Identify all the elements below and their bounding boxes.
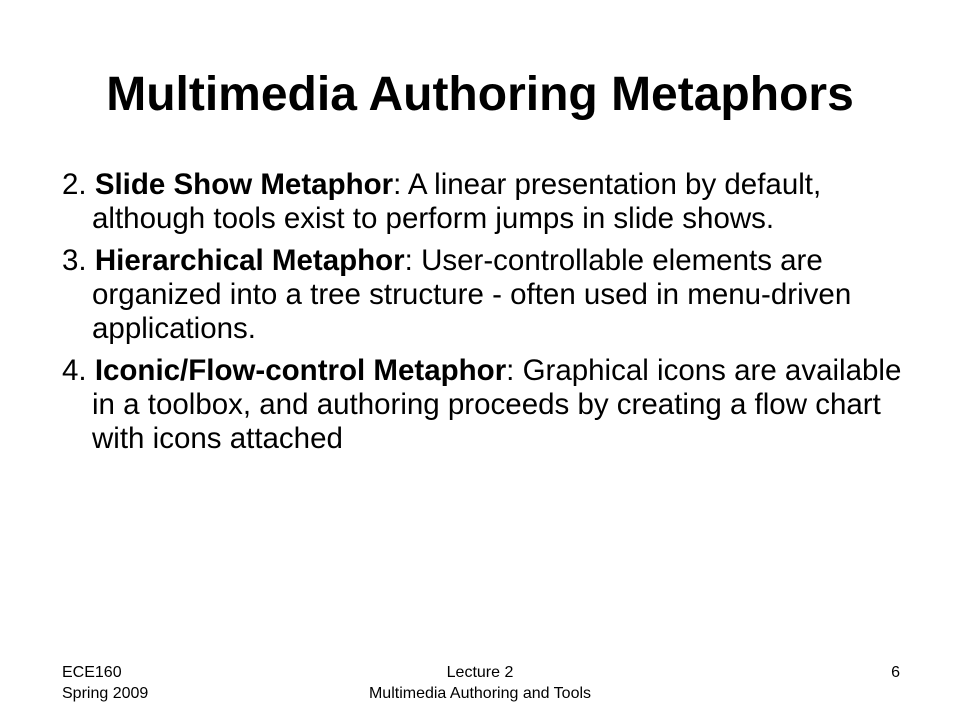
footer-lecture-title: Multimedia Authoring and Tools <box>368 685 592 702</box>
list-item <box>62 354 912 456</box>
item-number: 3. <box>62 244 87 277</box>
footer-term: Spring 2009 <box>62 685 149 702</box>
list-item <box>62 168 912 236</box>
slide-body <box>62 168 912 464</box>
item-number: 2. <box>62 168 87 201</box>
item-description: Graphical icons are available in a toolbox, and authoring proceeds by creating a flow chart with icons attached <box>92 354 902 455</box>
item-term: Slide Show Metaphor <box>94 168 394 201</box>
item-separator: : <box>506 354 515 387</box>
page-number: 6 <box>891 664 900 681</box>
item-separator: : <box>393 168 402 201</box>
item-term: Hierarchical Metaphor <box>94 244 405 277</box>
footer-course: ECE160 <box>62 664 122 681</box>
footer-lecture: Lecture 2 <box>446 664 514 681</box>
list-item <box>62 244 912 346</box>
item-term: Iconic/Flow-control Metaphor <box>94 354 507 387</box>
slide-title: Multimedia Authoring Metaphors <box>106 68 854 121</box>
item-description: User-controllable elements are organized into a tree structure - often used in menu-driven applications. <box>92 244 852 345</box>
item-separator: : <box>404 244 413 277</box>
item-number: 4. <box>62 354 87 387</box>
footer-lecture-info <box>0 662 960 704</box>
item-description: A linear presentation by default, although tools exist to perform jumps in slide shows. <box>92 168 822 235</box>
